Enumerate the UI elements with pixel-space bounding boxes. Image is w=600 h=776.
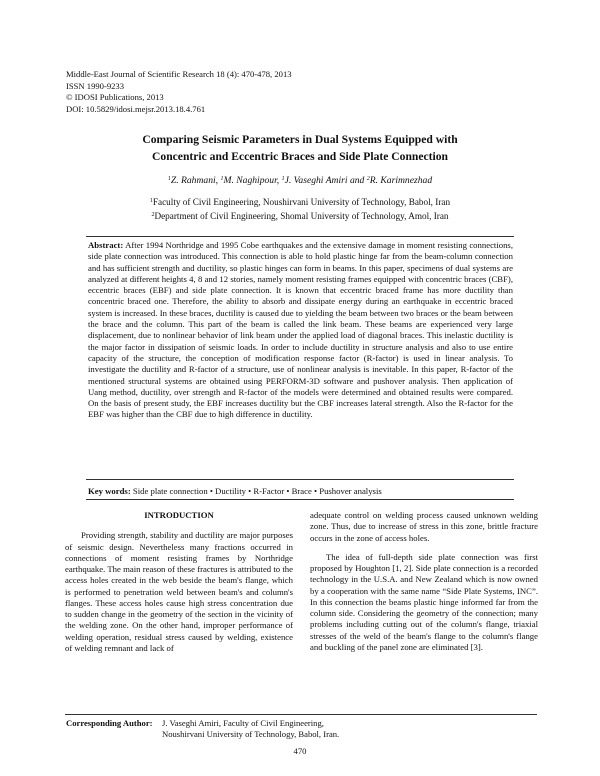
author-name: M. Naghipour, — [223, 175, 282, 186]
doi[interactable]: DOI: 10.5829/idosi.mejsr.2013.18.4.761 — [66, 103, 206, 114]
corresponding-author — [66, 718, 339, 740]
affiliation-text: Department of Civil Engineering, Shomal University of Technology, Amol, Iran — [154, 210, 449, 221]
affiliation-sup: 1 — [149, 198, 153, 204]
affiliation-1 — [0, 196, 600, 210]
left-column — [65, 510, 293, 654]
paper-title — [0, 131, 600, 165]
author-name: J. Vaseghi Amiri and — [284, 175, 367, 186]
intro-paragraph-1: Providing strength, stability and ductility are major purposes of seismic design. Nevertheless many fractions occurred in connections of moment resisting frames by Northridge earthquake. The main reason of these fractures is attributed to the access holes created in the web beside the beam's flange, which is performed to penetration weld between beam's and column's flanges. These access holes cause high stress concentration due to sudden change in the geometry of the section in the vicinity of the welding zone. On the other hand, improper performance of welding operation, residual stress caused by welding, existence of welding remnant and lack of — [65, 530, 293, 653]
journal-header — [66, 69, 292, 115]
corresponding-label: Corresponding Author: — [66, 718, 153, 728]
author-name: Z. Rahmani, — [170, 175, 221, 186]
intro-paragraph-1-continued: adequate control on welding process caused unknown welding zone. Thus, due to increase of stress in this zone, brittle fracture occurs in the zone of access holes. — [310, 510, 538, 543]
title-line-2: Concentric and Eccentric Braces and Side Plate Connection — [152, 150, 448, 163]
corresponding-line-2: Noushirvani University of Technology, Babol, Iran. — [162, 729, 340, 740]
author-sup: 1 — [167, 176, 171, 182]
author-sup: 1 — [281, 176, 285, 182]
keywords — [88, 486, 513, 496]
keywords-bottom-rule — [86, 499, 514, 500]
author-name: R. Karimnezhad — [369, 175, 433, 186]
intro-paragraph-2: The idea of full-depth side plate connection was first proposed by Houghton [1, 2]. Side plate connection is a recorded technology in the U.S.A. and New Zealand which is now owned by a cooperation with the same name “Side Plate Systems, INC”. In this connection the beams plastic hinge informed far from the column side. Considering the geometry of the connection; many problems including cutting out of the column's flange, triaxial stresses of the weld of the beam's flange to the column's flange and buckling of the panel zone are eliminated [3]. — [310, 551, 538, 652]
abstract — [88, 240, 513, 421]
abstract-top-rule — [86, 236, 514, 237]
right-column — [310, 510, 538, 653]
affiliation-sup: 2 — [151, 211, 155, 218]
abstract-label: Abstract: — [88, 240, 124, 250]
affiliation-text: Faculty of Civil Engineering, Noushirvani University of Technology, Babol, Iran — [152, 197, 451, 207]
keywords-label: Key words: — [88, 486, 131, 496]
footer-rule — [65, 714, 537, 715]
abstract-bottom-rule — [86, 479, 514, 480]
corresponding-line-1: J. Vaseghi Amiri, Faculty of Civil Engineering, — [162, 718, 324, 728]
author-list — [0, 175, 600, 186]
section-heading: INTRODUCTION — [144, 510, 214, 520]
affiliations — [0, 196, 600, 223]
issn: ISSN 1990-9233 — [66, 80, 125, 91]
author-sup: 1 — [220, 176, 224, 182]
title-line-1: Comparing Seismic Parameters in Dual Systems Equipped with — [142, 133, 458, 146]
abstract-text: After 1994 Northridge and 1995 Cobe earthquakes and the extensive damage in moment resisting connections, side plate connection was introduced. This connection is able to hold plastic hinge far from the beam-column connection and has sufficient strength and ductility, so plastic hinges can form in beams. In this paper, specimens of dual systems are analyzed at different heights 4, 8 and 12 stories, namely moment resisting frames equipped with concentric braces (CBF), eccentric braces (EBF) and side plate connection. It is known that eccentric braced frame has more ductility than concentric braced one. Therefore, the ability to absorb and dissipate energy during an earthquake in eccentric braced system is increased. In these braces, ductility is caused due to yielding the beam between two braces or the beam between the brace and the column. This part of the beam is called the link beam. These beams are experienced very large displacement, due to nonlinear behavior of link beam under the applied load of diagonal braces. This inelastic ductility is the major factor in dissipation of seismic loads. In order to include ductility in structure analysis and also to use entire capacity of the structure, the conception of modification response factor (R-factor) is used in linear analysis. To investigate the ductility and R-factor of a structure, use of nonlinear analysis is inevitable. In this paper, R-factor of the mentioned structural systems are obtained using PERFORM-3D software and pushover analysis. Then application of Uang method, ductility, over strength and R-factor of the models were determined and obtained results were compared. On the basis of present study, the EBF increases ductility but the CBF increases lateral strength. Also the R-factor for the EBF was higher than the CBF due to high difference in ductility. — [88, 240, 513, 420]
author-sup: 2 — [366, 176, 370, 182]
journal-citation: Middle-East Journal of Scientific Research 18 (4): 470-478, 2013 — [66, 69, 292, 79]
keywords-text: Side plate connection • Ductility • R-Factor • Brace • Pushover analysis — [132, 486, 382, 496]
page-number: 470 — [293, 746, 307, 756]
affiliation-2 — [0, 210, 600, 224]
copyright: © IDOSI Publications, 2013 — [66, 92, 164, 103]
